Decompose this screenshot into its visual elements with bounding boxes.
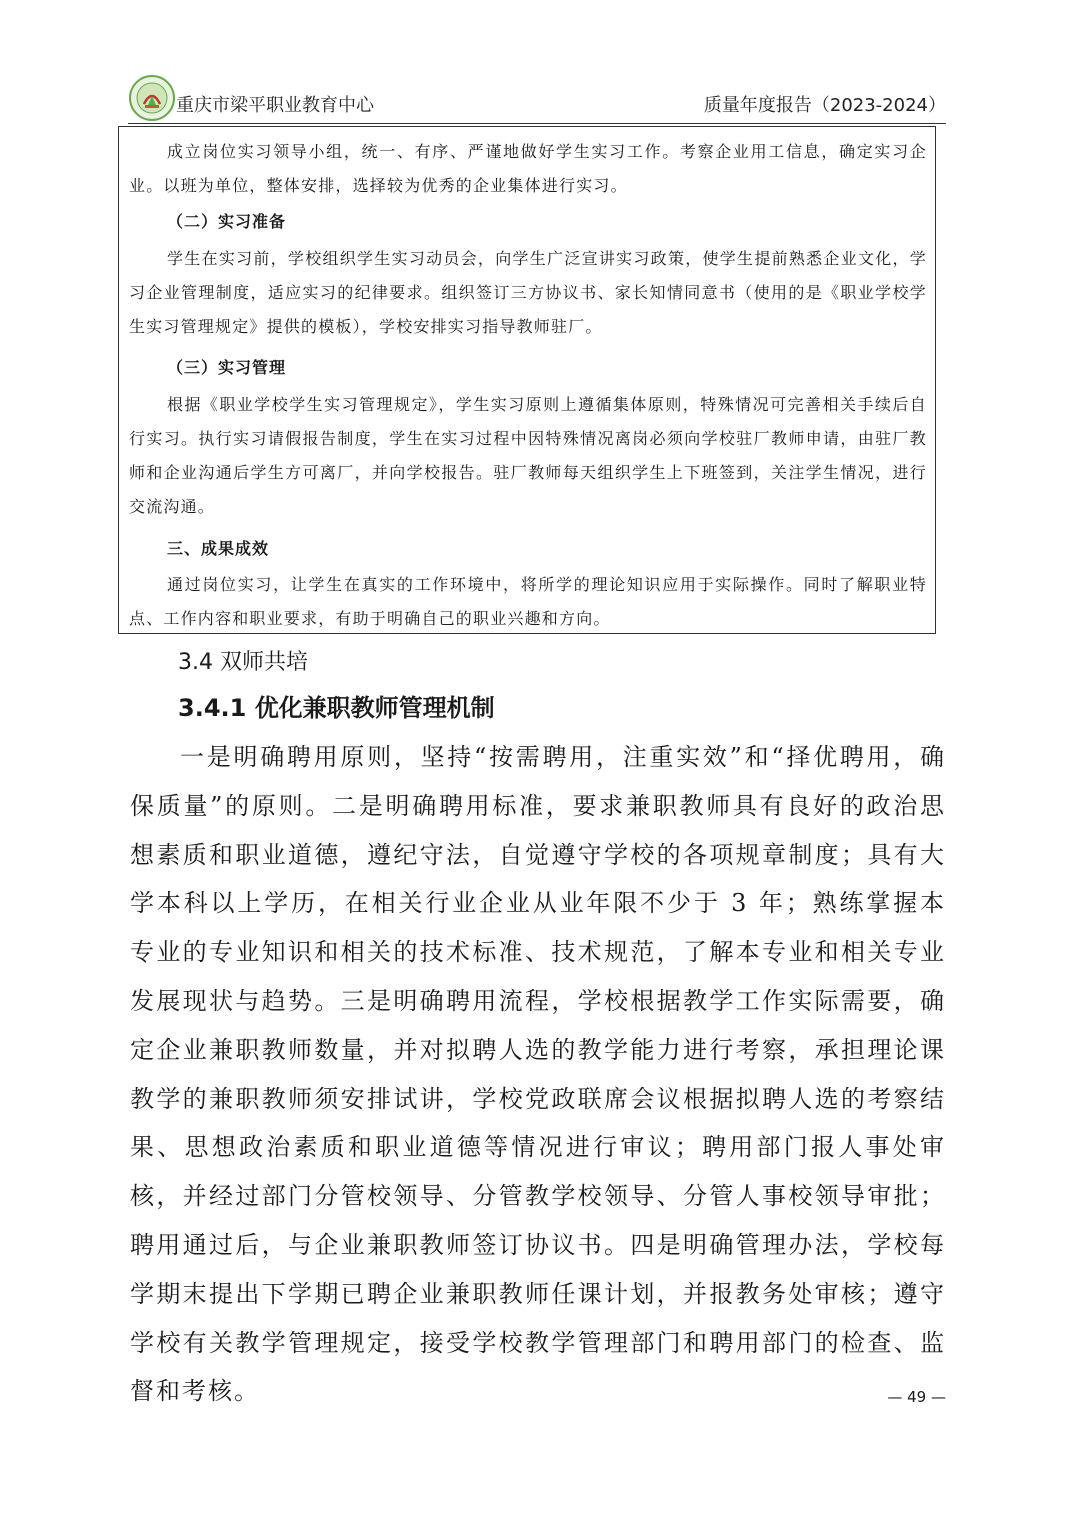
- report-title: 质量年度报告（2023-2024）: [703, 95, 946, 116]
- box-paragraph-1: 成立岗位实习领导小组，统一、有序、严谨地做好学生实习工作。考察企业用工信息，确定实习企业。以班为单位，整体安排，选择较为优秀的企业集体进行实习。: [129, 142, 927, 195]
- page-header: [128, 74, 946, 126]
- box-heading-preparation: （二）实习准备: [167, 212, 287, 231]
- box-paragraph-3: 根据《职业学校学生实习管理规定》，学生实习原则上遵循集体原则，特殊情况可完善相关手续后自行实习。执行实习请假报告制度，学生在实习过程中因特殊情况离岗必须向学校驻厂教师申请，由驻厂教师和企业沟通后学生方可离厂，并向学校报告。驻厂教师每天组织学生上下班签到，关注学生情况，进行交流沟通。: [129, 395, 927, 516]
- school-logo-icon: [128, 74, 176, 122]
- school-name: 重庆市梁平职业教育中心: [176, 95, 374, 116]
- header-divider: [128, 123, 946, 124]
- box-paragraph-4: 通过岗位实习，让学生在真实的工作环境中，将所学的理论知识应用于实际操作。同时了解职业特点、工作内容和职业要求，有助于明确自己的职业兴趣和方向。: [129, 575, 927, 628]
- page-number: — 49 —: [887, 1388, 946, 1406]
- box-heading-management: （三）实习管理: [167, 358, 287, 377]
- box-heading-results: 三、成果成效: [167, 539, 270, 558]
- box-paragraph-2: 学生在实习前，学校组织学生实习动员会，向学生广泛宣讲实习政策，使学生提前熟悉企业文化，学习企业管理制度，适应实习的纪律要求。组织签订三方协议书、家长知情同意书（使用的是《职业学校学生实习管理规定》提供的模板），学校安排实习指导教师驻厂。: [129, 249, 927, 336]
- section-heading: 3.4 双师共培: [178, 650, 308, 675]
- subsection-heading: 3.4.1 优化兼职教师管理机制: [178, 694, 495, 722]
- body-paragraph: 一是明确聘用原则，坚持“按需聘用，注重实效”和“择优聘用，确保质量”的原则。二是明确聘用标准，要求兼职教师具有良好的政治思想素质和职业道德，遵纪守法，自觉遵守学校的各项规章制度；具有大学本科以上学历，在相关行业企业从业年限不少于 3 年；熟练掌握本专业的专业知识和相关的技术标准、技术规范，了解本专业和相关专业发展现状与趋势。三是明确聘用流程，学校根据教学工作实际需要，确定企业兼职教师数量，并对拟聘人选的教学能力进行考察，承担理论课教学的兼职教师须安排试讲，学校党政联席会议根据拟聘人选的考察结果、思想政治素质和职业道德等情况进行审议；聘用部门报人事处审核，并经过部门分管校领导、分管教学校领导、分管人事校领导审批；聘用通过后，与企业兼职教师签订协议书。四是明确管理办法，学校每学期末提出下学期已聘企业兼职教师任课计划，并报教务处审核；遵守学校有关教学管理规定，接受学校教学管理部门和聘用部门的检查、监督和考核。: [130, 743, 946, 1406]
- case-box: [118, 126, 936, 634]
